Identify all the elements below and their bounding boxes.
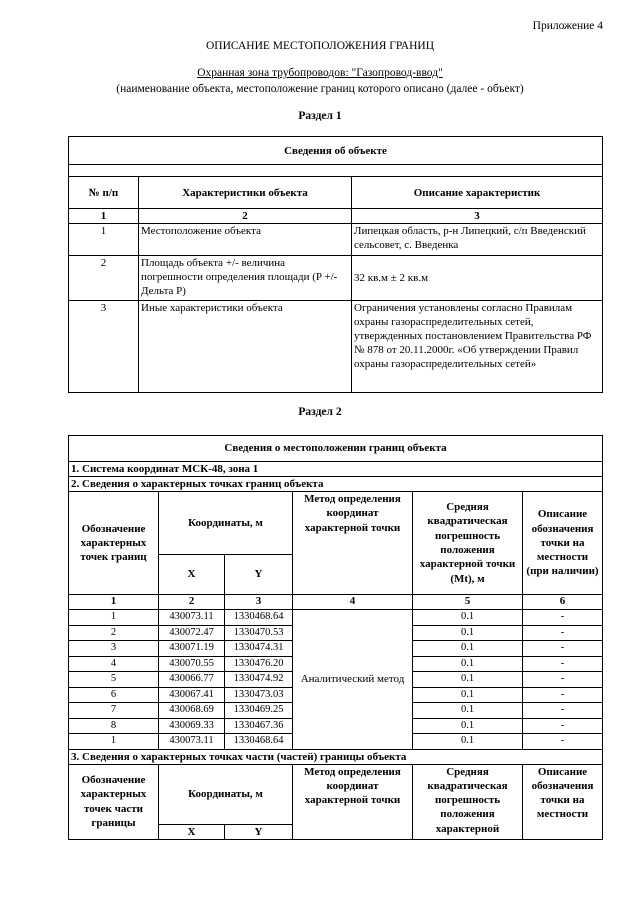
part-header-x: X xyxy=(159,824,225,839)
col-header-description: Описание обозначения точки на местности (при наличии) xyxy=(523,492,603,595)
point-number: 1 xyxy=(69,610,159,626)
point-error: 0.1 xyxy=(413,641,523,657)
point-description: - xyxy=(523,718,603,734)
point-x: 430068.69 xyxy=(159,703,225,719)
point-y: 1330468.64 xyxy=(225,610,293,626)
point-number: 4 xyxy=(69,656,159,672)
zone-name xyxy=(0,67,640,79)
point-description: - xyxy=(523,610,603,626)
point-y: 1330470.53 xyxy=(225,625,293,641)
col-header-description: Описание характеристик xyxy=(352,177,603,209)
point-error: 0.1 xyxy=(413,734,523,750)
table-row xyxy=(69,610,603,626)
point-number: 1 xyxy=(69,734,159,750)
table-row xyxy=(69,224,603,256)
col-number: 2 xyxy=(159,595,225,610)
point-number: 6 xyxy=(69,687,159,703)
coordinate-system: 1. Система координат МСК-48, зона 1 xyxy=(69,462,603,477)
point-description: - xyxy=(523,641,603,657)
object-info-table xyxy=(68,136,603,393)
table-row xyxy=(69,301,603,393)
point-y: 1330467.36 xyxy=(225,718,293,734)
col-header-y: Y xyxy=(225,555,293,595)
zone-label: Охранная зона трубопроводов: "Газопровод-ввод" xyxy=(197,67,443,79)
part-header-coordinates: Координаты, м xyxy=(159,764,293,824)
point-y: 1330468.64 xyxy=(225,734,293,750)
col-header-number: № п/п xyxy=(69,177,139,209)
zone-note: (наименование объекта, местоположение границ которого описано (далее - объект) xyxy=(116,83,524,95)
col-number: 1 xyxy=(69,595,159,610)
col-number: 1 xyxy=(69,209,139,224)
section-1-title: Раздел 1 xyxy=(298,110,342,122)
point-y: 1330473.03 xyxy=(225,687,293,703)
row-number: 3 xyxy=(69,301,139,393)
part-header-error: Средняя квадратическая погрешность положения характерной xyxy=(413,764,523,839)
point-y: 1330474.31 xyxy=(225,641,293,657)
col-header-characteristic: Характеристики объекта xyxy=(139,177,352,209)
point-error: 0.1 xyxy=(413,656,523,672)
point-error: 0.1 xyxy=(413,672,523,688)
section-2-title: Раздел 2 xyxy=(298,406,342,418)
point-error: 0.1 xyxy=(413,625,523,641)
row-number: 2 xyxy=(69,256,139,301)
row-value: Ограничения установлены согласно Правилам охраны газораспределительных сетей, утвержденных постановлением Правительства РФ № 878 от 20.11.2000г. «Об утверждении Правил охраны газораспределительных сетей» xyxy=(352,301,603,393)
row-value: 32 кв.м ± 2 кв.м xyxy=(352,256,603,301)
part-header-y: Y xyxy=(225,824,293,839)
point-number: 5 xyxy=(69,672,159,688)
point-description: - xyxy=(523,703,603,719)
object-info-table-title: Сведения об объекте xyxy=(69,137,603,165)
point-number: 2 xyxy=(69,625,159,641)
col-header-error: Средняя квадратическая погрешность положения характерной точки (Mt), м xyxy=(413,492,523,595)
row-value: Липецкая область, р-н Липецкий, с/п Введенский сельсовет, с. Введенка xyxy=(352,224,603,256)
document-title: ОПИСАНИЕ МЕСТОПОЛОЖЕНИЯ ГРАНИЦ xyxy=(205,40,435,52)
col-header-method: Метод определения координат характерной точки xyxy=(293,492,413,595)
point-x: 430073.11 xyxy=(159,610,225,626)
point-error: 0.1 xyxy=(413,687,523,703)
col-number: 3 xyxy=(225,595,293,610)
col-header-x: X xyxy=(159,555,225,595)
point-error: 0.1 xyxy=(413,703,523,719)
col-header-coordinates: Координаты, м xyxy=(159,492,293,555)
row-number: 1 xyxy=(69,224,139,256)
col-number: 5 xyxy=(413,595,523,610)
point-y: 1330474.92 xyxy=(225,672,293,688)
point-number: 3 xyxy=(69,641,159,657)
point-x: 430071.19 xyxy=(159,641,225,657)
spacer-row xyxy=(69,165,603,177)
row-characteristic: Иные характеристики объекта xyxy=(139,301,352,393)
point-x: 430069.33 xyxy=(159,718,225,734)
row-characteristic: Площадь объекта +/- величина погрешности определения площади (P +/- Дельта P) xyxy=(139,256,352,301)
part-header-method: Метод определения координат характерной точки xyxy=(293,764,413,839)
part-header-designation: Обозначение характерных точек части границы xyxy=(69,764,159,839)
point-x: 430072.47 xyxy=(159,625,225,641)
point-description: - xyxy=(523,625,603,641)
boundary-table-title: Сведения о местоположении границ объекта xyxy=(69,436,603,462)
point-description: - xyxy=(523,672,603,688)
col-number: 3 xyxy=(352,209,603,224)
table-row xyxy=(69,256,603,301)
point-x: 430073.11 xyxy=(159,734,225,750)
point-description: - xyxy=(523,656,603,672)
points-section-title: 2. Сведения о характерных точках границ объекта xyxy=(69,477,603,492)
appendix-label: Приложение 4 xyxy=(532,20,603,32)
point-error: 0.1 xyxy=(413,610,523,626)
point-number: 7 xyxy=(69,703,159,719)
col-number: 4 xyxy=(293,595,413,610)
point-y: 1330469.25 xyxy=(225,703,293,719)
point-number: 8 xyxy=(69,718,159,734)
col-header-designation: Обозначение характерных точек границ xyxy=(69,492,159,595)
col-number: 6 xyxy=(523,595,603,610)
part-section-title: 3. Сведения о характерных точках части (частей) границы объекта xyxy=(69,749,603,764)
point-x: 430066.77 xyxy=(159,672,225,688)
boundary-table xyxy=(68,435,603,840)
row-characteristic: Местоположение объекта xyxy=(139,224,352,256)
part-header-description: Описание обозначения точки на местности xyxy=(523,764,603,839)
point-y: 1330476.20 xyxy=(225,656,293,672)
method-value: Аналитический метод xyxy=(293,610,413,750)
point-x: 430070.55 xyxy=(159,656,225,672)
point-error: 0.1 xyxy=(413,718,523,734)
col-number: 2 xyxy=(139,209,352,224)
point-x: 430067.41 xyxy=(159,687,225,703)
point-description: - xyxy=(523,734,603,750)
point-description: - xyxy=(523,687,603,703)
